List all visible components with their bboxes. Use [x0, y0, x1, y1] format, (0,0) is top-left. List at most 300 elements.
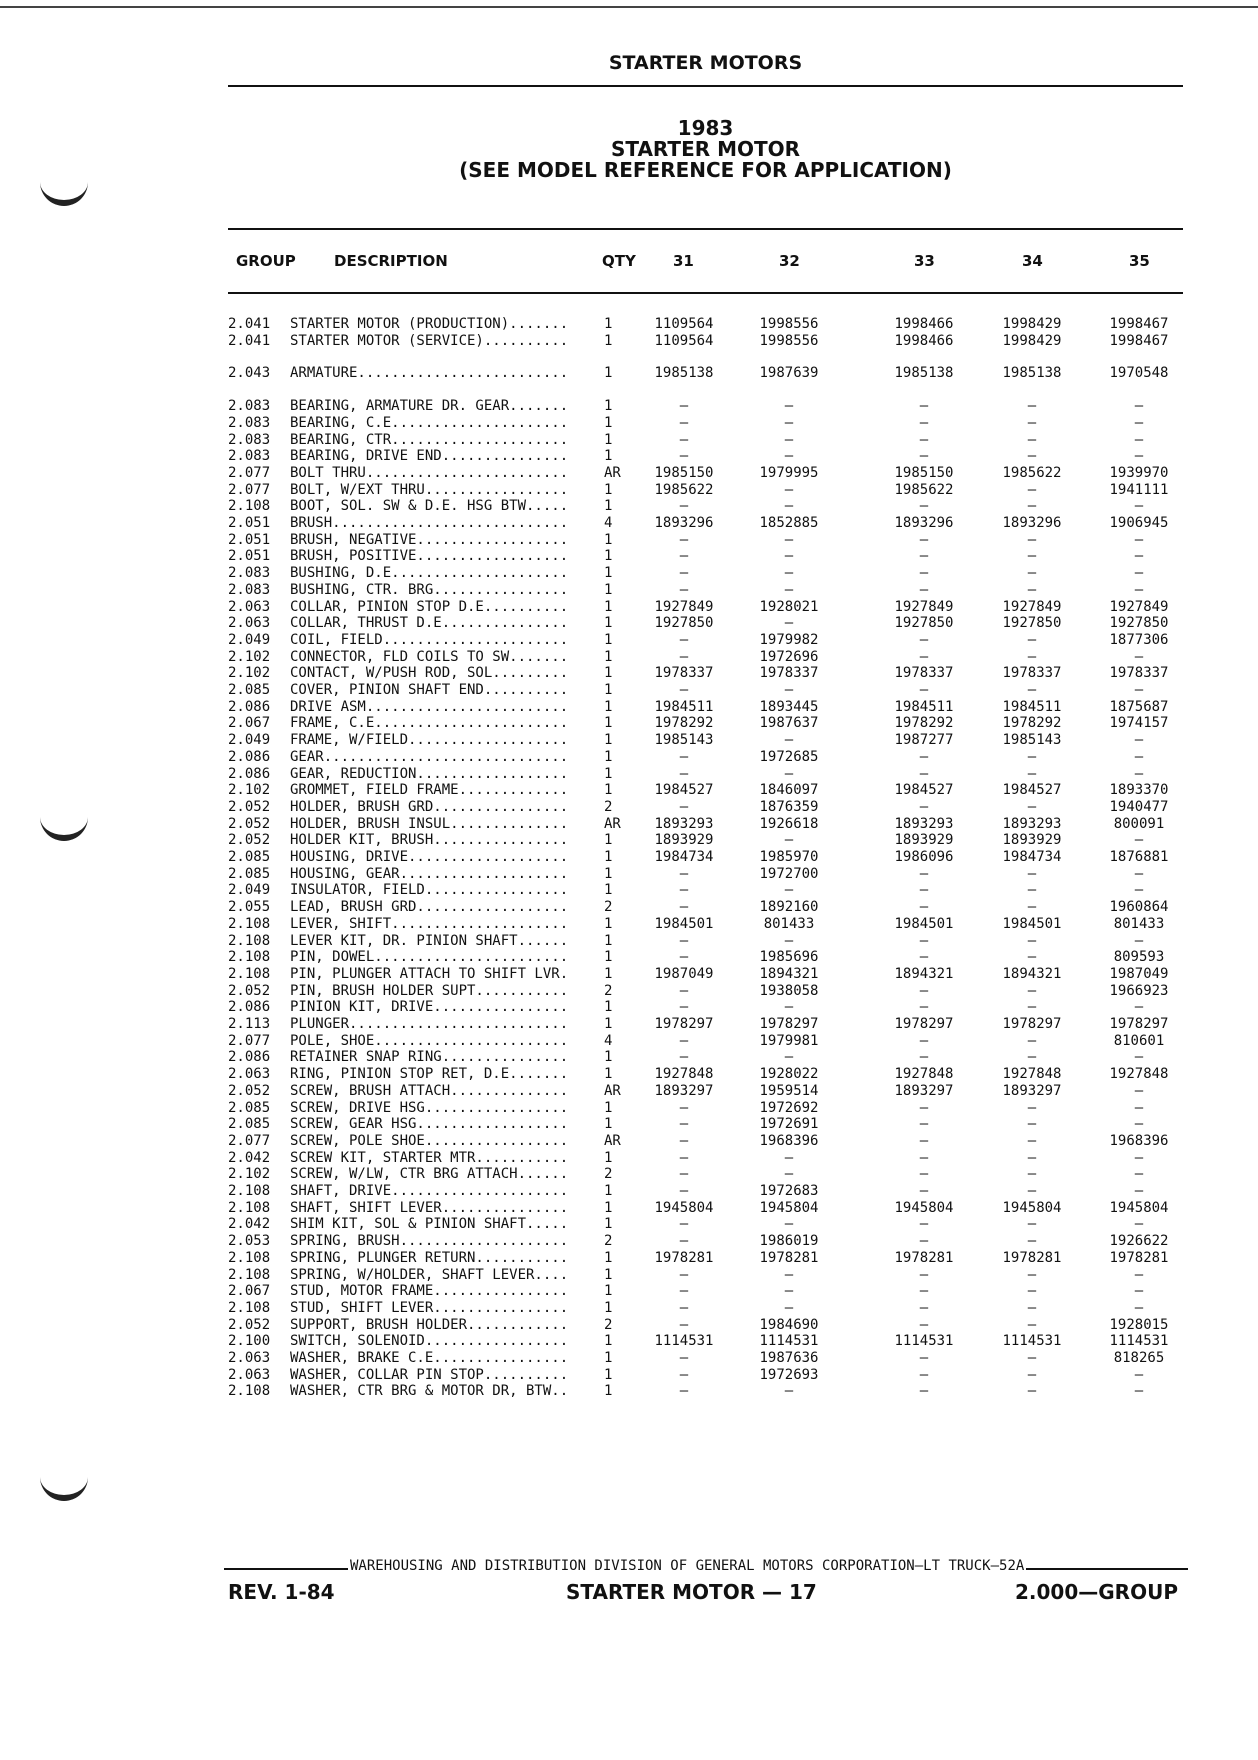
table-row — [0, 1100, 1258, 1116]
part-number-cell: — — [1134, 732, 1144, 749]
qty-cell: 1 — [604, 631, 613, 648]
qty-cell: 1 — [604, 1216, 613, 1233]
part-number-cell: — — [1027, 1132, 1037, 1149]
part-number-cell: 1906945 — [1109, 515, 1169, 531]
qty-cell: 1 — [604, 414, 613, 431]
col-header-model-33: 33 — [914, 252, 935, 270]
part-number-cell: 1852885 — [759, 515, 819, 531]
part-number-cell: — — [1027, 1032, 1037, 1049]
group-cell: 2.085 — [228, 682, 271, 698]
part-number-cell: 1846097 — [759, 782, 819, 799]
part-number-cell: — — [1134, 531, 1144, 548]
part-number-cell: 1945804 — [759, 1199, 819, 1216]
qty-cell: 1 — [604, 865, 613, 882]
part-number-cell: — — [679, 1366, 689, 1383]
part-number-cell: 1972685 — [759, 748, 819, 765]
part-number-cell: 1978297 — [1109, 1016, 1169, 1032]
group-cell: 2.085 — [228, 1099, 271, 1116]
part-number-cell: 1928022 — [759, 1066, 819, 1083]
description-cell: SUPPORT, BRUSH HOLDER............ — [290, 1316, 569, 1333]
part-number-cell: 1974157 — [1109, 715, 1169, 732]
part-number-cell: 1998467 — [1109, 332, 1169, 349]
group-cell: 2.051 — [228, 531, 271, 548]
part-number-cell: 1987639 — [759, 365, 819, 382]
part-number-cell: 1928015 — [1109, 1316, 1169, 1333]
part-number-cell: 1926622 — [1109, 1233, 1169, 1250]
part-number-cell: 1978337 — [759, 665, 819, 682]
part-number-cell: 1984734 — [1002, 849, 1062, 865]
group-cell: 2.108 — [228, 1249, 271, 1266]
table-row — [0, 432, 1258, 448]
part-number-cell: — — [679, 999, 689, 1016]
part-number-cell: — — [679, 498, 689, 515]
part-number-cell: 1893297 — [1002, 1082, 1062, 1099]
description-cell: BEARING, C.E..................... — [290, 414, 569, 431]
part-number-cell: — — [1027, 798, 1037, 815]
description-cell: RETAINER SNAP RING............... — [290, 1049, 569, 1066]
table-row — [0, 849, 1258, 865]
qty-cell: 1 — [604, 882, 613, 899]
group-cell: 2.042 — [228, 1216, 271, 1233]
part-number-cell: — — [919, 498, 929, 515]
part-number-cell: 1985138 — [894, 365, 954, 382]
page-title: STARTER MOTOR — [610, 137, 801, 161]
part-number-cell: — — [919, 1299, 929, 1316]
part-number-cell: — — [679, 748, 689, 765]
part-number-cell: — — [784, 882, 794, 899]
part-number-cell: 1959514 — [759, 1082, 819, 1099]
table-header-rule — [228, 292, 1183, 294]
description-cell: BOOT, SOL. SW & D.E. HSG BTW..... — [290, 498, 569, 515]
part-number-cell: — — [784, 1283, 794, 1300]
part-number-cell: — — [1027, 932, 1037, 949]
part-number-cell: 1960864 — [1109, 899, 1169, 916]
qty-cell: 1 — [604, 481, 613, 498]
part-number-cell: 801433 — [763, 915, 815, 932]
part-number-cell: 1978337 — [1002, 665, 1062, 682]
part-number-cell: — — [1134, 498, 1144, 515]
part-number-cell: 1893929 — [654, 832, 714, 849]
part-number-cell: 1984734 — [654, 849, 714, 865]
col-header-qty: QTY — [602, 252, 636, 270]
part-number-cell: 1875687 — [1109, 698, 1169, 715]
part-number-cell: 1978297 — [759, 1016, 819, 1032]
part-number-cell: — — [1027, 448, 1037, 465]
part-number-cell: — — [1027, 414, 1037, 431]
table-row — [0, 1066, 1258, 1082]
description-cell: SCREW, BRUSH ATTACH.............. — [290, 1082, 569, 1099]
table-row — [0, 1133, 1258, 1149]
part-number-cell: — — [919, 1049, 929, 1066]
part-number-cell: — — [919, 748, 929, 765]
qty-cell: 1 — [604, 1366, 613, 1383]
part-number-cell: 1893929 — [894, 832, 954, 849]
part-number-cell: — — [679, 882, 689, 899]
part-number-cell: 1940477 — [1109, 798, 1169, 815]
part-number-cell: 1978292 — [654, 715, 714, 732]
part-number-cell: 1927848 — [894, 1066, 954, 1083]
group-cell: 2.102 — [228, 665, 271, 682]
qty-cell: AR — [604, 464, 621, 481]
part-number-cell: 1987277 — [894, 732, 954, 749]
part-number-cell: — — [919, 1132, 929, 1149]
part-number-cell: — — [679, 1299, 689, 1316]
description-cell: STARTER MOTOR (PRODUCTION)....... — [290, 316, 569, 332]
binder-hole-mark — [40, 170, 88, 206]
description-cell: RING, PINION STOP RET, D.E....... — [290, 1066, 569, 1083]
table-row — [0, 1317, 1258, 1333]
part-number-cell: — — [1027, 899, 1037, 916]
table-row — [0, 1200, 1258, 1216]
qty-cell: 1 — [604, 332, 613, 349]
part-number-cell: 1970548 — [1109, 365, 1169, 382]
table-row — [0, 465, 1258, 481]
table-row — [0, 766, 1258, 782]
part-number-cell: 1984527 — [654, 782, 714, 799]
group-cell: 2.051 — [228, 548, 271, 565]
part-number-cell: 1984501 — [1002, 915, 1062, 932]
part-number-cell: 1927849 — [654, 598, 714, 615]
part-number-cell: 1987636 — [759, 1350, 819, 1366]
qty-cell: 1 — [604, 1016, 613, 1032]
group-cell: 2.063 — [228, 1066, 271, 1083]
part-number-cell: 1998556 — [759, 332, 819, 349]
group-cell: 2.053 — [228, 1233, 271, 1250]
part-number-cell: — — [784, 481, 794, 498]
table-row — [0, 1183, 1258, 1199]
group-cell: 2.063 — [228, 615, 271, 632]
qty-cell: 1 — [604, 1350, 613, 1366]
part-number-cell: — — [1027, 648, 1037, 665]
part-number-cell: — — [679, 565, 689, 582]
description-cell: PIN, PLUNGER ATTACH TO SHIFT LVR. — [290, 965, 569, 982]
group-cell: 2.102 — [228, 1166, 271, 1183]
part-number-cell: 1926618 — [759, 815, 819, 832]
part-number-cell: — — [919, 1233, 929, 1250]
qty-cell: 2 — [604, 1233, 613, 1250]
table-row — [0, 599, 1258, 615]
part-number-cell: 1984511 — [894, 698, 954, 715]
year: 1983 — [677, 116, 734, 140]
part-number-cell: 1985970 — [759, 849, 819, 865]
part-number-cell: — — [919, 1183, 929, 1199]
qty-cell: AR — [604, 1132, 621, 1149]
part-number-cell: 1927849 — [1109, 598, 1169, 615]
part-number-cell: — — [919, 765, 929, 782]
group-cell: 2.063 — [228, 1366, 271, 1383]
group-cell: 2.108 — [228, 915, 271, 932]
table-row — [0, 799, 1258, 815]
part-number-cell: 1979981 — [759, 1032, 819, 1049]
part-number-cell: — — [919, 999, 929, 1016]
group-cell: 2.049 — [228, 732, 271, 749]
part-number-cell: — — [1027, 431, 1037, 448]
part-number-cell: 1927849 — [894, 598, 954, 615]
description-cell: PINION KIT, DRIVE................ — [290, 999, 569, 1016]
part-number-cell: 1972693 — [759, 1366, 819, 1383]
part-number-cell: — — [784, 1383, 794, 1400]
group-cell: 2.077 — [228, 1132, 271, 1149]
part-number-cell: — — [1134, 1166, 1144, 1183]
part-number-cell: 1985622 — [654, 481, 714, 498]
part-number-cell: 1894321 — [1002, 965, 1062, 982]
group-cell: 2.063 — [228, 1350, 271, 1366]
group-cell: 2.108 — [228, 1383, 271, 1400]
qty-cell: 1 — [604, 915, 613, 932]
description-cell: PIN, DOWEL....................... — [290, 949, 569, 966]
part-number-cell: — — [679, 1166, 689, 1183]
part-number-cell: — — [1134, 1266, 1144, 1283]
part-number-cell: — — [919, 798, 929, 815]
part-number-cell: — — [1134, 999, 1144, 1016]
description-cell: BUSHING, CTR. BRG................ — [290, 581, 569, 598]
group-cell: 2.083 — [228, 581, 271, 598]
part-number-cell: — — [1027, 1216, 1037, 1233]
table-row — [0, 866, 1258, 882]
part-number-cell: — — [679, 414, 689, 431]
part-number-cell: 1893296 — [1002, 515, 1062, 531]
qty-cell: 1 — [604, 782, 613, 799]
part-number-cell: — — [919, 431, 929, 448]
table-row — [0, 582, 1258, 598]
part-number-cell: 1985622 — [894, 481, 954, 498]
table-row — [0, 882, 1258, 898]
table-row — [0, 398, 1258, 414]
part-number-cell: — — [679, 631, 689, 648]
part-number-cell: — — [784, 1216, 794, 1233]
qty-cell: 1 — [604, 365, 613, 382]
qty-cell: 1 — [604, 1299, 613, 1316]
part-number-cell: — — [679, 1266, 689, 1283]
group-cell: 2.077 — [228, 1032, 271, 1049]
part-number-cell: — — [679, 982, 689, 999]
table-row — [0, 732, 1258, 748]
table-row — [0, 1333, 1258, 1349]
table-row — [0, 816, 1258, 832]
part-number-cell: — — [679, 899, 689, 916]
group-cell: 2.108 — [228, 1183, 271, 1199]
part-number-cell: — — [919, 414, 929, 431]
part-number-cell: 1945804 — [1002, 1199, 1062, 1216]
part-number-cell: — — [784, 682, 794, 698]
table-row — [0, 1083, 1258, 1099]
part-number-cell: 1939970 — [1109, 464, 1169, 481]
description-cell: SWITCH, SOLENOID................. — [290, 1333, 569, 1350]
group-cell: 2.086 — [228, 765, 271, 782]
part-number-cell: 1938058 — [759, 982, 819, 999]
part-number-cell: 1114531 — [654, 1333, 714, 1350]
description-cell: BUSHING, D.E..................... — [290, 565, 569, 582]
table-row — [0, 565, 1258, 581]
part-number-cell: — — [679, 1032, 689, 1049]
part-number-cell: 1893445 — [759, 698, 819, 715]
part-number-cell: — — [1134, 1216, 1144, 1233]
part-number-cell: — — [679, 581, 689, 598]
qty-cell: 2 — [604, 899, 613, 916]
part-number-cell: — — [679, 1216, 689, 1233]
part-number-cell: — — [679, 1183, 689, 1199]
group-cell: 2.049 — [228, 882, 271, 899]
part-number-cell: — — [784, 615, 794, 632]
part-number-cell: — — [784, 548, 794, 565]
part-number-cell: — — [1134, 565, 1144, 582]
qty-cell: 1 — [604, 1333, 613, 1350]
part-number-cell: 1998466 — [894, 316, 954, 332]
group-cell: 2.086 — [228, 999, 271, 1016]
part-number-cell: 1978281 — [759, 1249, 819, 1266]
qty-cell: 1 — [604, 965, 613, 982]
part-number-cell: 1978281 — [1002, 1249, 1062, 1266]
part-number-cell: 1979995 — [759, 464, 819, 481]
group-cell: 2.085 — [228, 865, 271, 882]
part-number-cell: 1941111 — [1109, 481, 1169, 498]
part-number-cell: — — [1027, 882, 1037, 899]
part-number-cell: — — [1134, 1183, 1144, 1199]
part-number-cell: — — [919, 1266, 929, 1283]
table-row — [0, 1350, 1258, 1366]
description-cell: HOUSING, GEAR.................... — [290, 865, 569, 882]
description-cell: COIL, FIELD...................... — [290, 631, 569, 648]
part-number-cell: 1893296 — [894, 515, 954, 531]
part-number-cell: — — [919, 581, 929, 598]
part-number-cell: — — [1027, 999, 1037, 1016]
part-number-cell: 1894321 — [759, 965, 819, 982]
table-top-rule — [228, 228, 1183, 230]
part-number-cell: — — [1134, 1366, 1144, 1383]
description-cell: DRIVE ASM........................ — [290, 698, 569, 715]
qty-cell: 1 — [604, 1283, 613, 1300]
part-number-cell: — — [679, 1283, 689, 1300]
group-cell: 2.083 — [228, 414, 271, 431]
description-cell: LEAD, BRUSH GRD.................. — [290, 899, 569, 916]
part-number-cell: — — [1027, 765, 1037, 782]
part-number-cell: — — [1027, 581, 1037, 598]
col-header-description: DESCRIPTION — [334, 252, 448, 270]
qty-cell: 2 — [604, 798, 613, 815]
part-number-cell: 1927850 — [1109, 615, 1169, 632]
part-number-cell: — — [919, 531, 929, 548]
qty-cell: 1 — [604, 732, 613, 749]
table-row — [0, 632, 1258, 648]
part-number-cell: 1984690 — [759, 1316, 819, 1333]
part-number-cell: — — [784, 1299, 794, 1316]
part-number-cell: — — [1134, 1099, 1144, 1116]
binder-hole-mark — [40, 1465, 88, 1501]
table-row — [0, 1383, 1258, 1399]
part-number-cell: — — [679, 1149, 689, 1166]
part-number-cell: 1945804 — [1109, 1199, 1169, 1216]
table-row — [0, 615, 1258, 631]
part-number-cell: 1972696 — [759, 648, 819, 665]
part-number-cell: — — [679, 1350, 689, 1366]
group-cell: 2.055 — [228, 899, 271, 916]
description-cell: HOLDER, BRUSH GRD................ — [290, 798, 569, 815]
table-row — [0, 999, 1258, 1015]
part-number-cell: — — [1027, 1316, 1037, 1333]
part-number-cell: 809593 — [1113, 949, 1165, 966]
part-number-cell: — — [919, 448, 929, 465]
group-cell: 2.077 — [228, 464, 271, 481]
table-row — [0, 1250, 1258, 1266]
group-cell: 2.083 — [228, 431, 271, 448]
part-number-cell: 1109564 — [654, 332, 714, 349]
part-number-cell: 1978297 — [894, 1016, 954, 1032]
description-cell: GROMMET, FIELD FRAME............. — [290, 782, 569, 799]
part-number-cell: 1927848 — [1109, 1066, 1169, 1083]
part-number-cell: 1114531 — [1109, 1333, 1169, 1350]
description-cell: WASHER, CTR BRG & MOTOR DR, BTW.. — [290, 1383, 569, 1400]
description-cell: INSULATOR, FIELD................. — [290, 882, 569, 899]
group-cell: 2.052 — [228, 798, 271, 815]
part-number-cell: — — [919, 1216, 929, 1233]
qty-cell: 1 — [604, 398, 613, 415]
description-cell: STUD, MOTOR FRAME................ — [290, 1283, 569, 1300]
part-number-cell: 1978281 — [1109, 1249, 1169, 1266]
part-number-cell: — — [679, 682, 689, 698]
part-number-cell: — — [784, 1266, 794, 1283]
part-number-cell: — — [679, 932, 689, 949]
table-row — [0, 782, 1258, 798]
qty-cell: 1 — [604, 832, 613, 849]
part-number-cell: 1114531 — [759, 1333, 819, 1350]
qty-cell: 4 — [604, 1032, 613, 1049]
part-number-cell: 1984501 — [894, 915, 954, 932]
header-rule — [228, 85, 1183, 87]
qty-cell: 1 — [604, 1183, 613, 1199]
qty-cell: 2 — [604, 982, 613, 999]
part-number-cell: 1985622 — [1002, 464, 1062, 481]
part-number-cell: — — [679, 1233, 689, 1250]
table-row — [0, 899, 1258, 915]
part-number-cell: 1927850 — [1002, 615, 1062, 632]
part-number-cell: 1877306 — [1109, 631, 1169, 648]
part-number-cell: 1998556 — [759, 316, 819, 332]
footer-page: STARTER MOTOR — 17 — [566, 1580, 817, 1604]
part-number-cell: 1968396 — [1109, 1132, 1169, 1149]
description-cell: SHIM KIT, SOL & PINION SHAFT..... — [290, 1216, 569, 1233]
part-number-cell: — — [679, 448, 689, 465]
part-number-cell: 1998466 — [894, 332, 954, 349]
part-number-cell: — — [679, 431, 689, 448]
table-row — [0, 1150, 1258, 1166]
qty-cell: 1 — [604, 1383, 613, 1400]
group-cell: 2.049 — [228, 631, 271, 648]
part-number-cell: 1893370 — [1109, 782, 1169, 799]
part-number-cell: — — [1134, 1299, 1144, 1316]
qty-cell: 1 — [604, 581, 613, 598]
part-number-cell: — — [679, 798, 689, 815]
part-number-cell: — — [784, 932, 794, 949]
group-cell: 2.085 — [228, 849, 271, 865]
table-row — [0, 515, 1258, 531]
group-cell: 2.083 — [228, 398, 271, 415]
part-number-cell: — — [1027, 1149, 1037, 1166]
qty-cell: 1 — [604, 932, 613, 949]
part-number-cell: 1987049 — [1109, 965, 1169, 982]
part-number-cell: — — [1134, 682, 1144, 698]
part-number-cell: — — [1027, 1233, 1037, 1250]
part-number-cell: 1114531 — [1002, 1333, 1062, 1350]
part-number-cell: — — [919, 1366, 929, 1383]
group-cell: 2.108 — [228, 1199, 271, 1216]
part-number-cell: — — [1134, 1283, 1144, 1300]
group-cell: 2.041 — [228, 316, 271, 332]
part-number-cell: 1987049 — [654, 965, 714, 982]
part-number-cell: 1972692 — [759, 1099, 819, 1116]
part-number-cell: 1985150 — [894, 464, 954, 481]
part-number-cell: — — [784, 999, 794, 1016]
part-number-cell: — — [1134, 865, 1144, 882]
